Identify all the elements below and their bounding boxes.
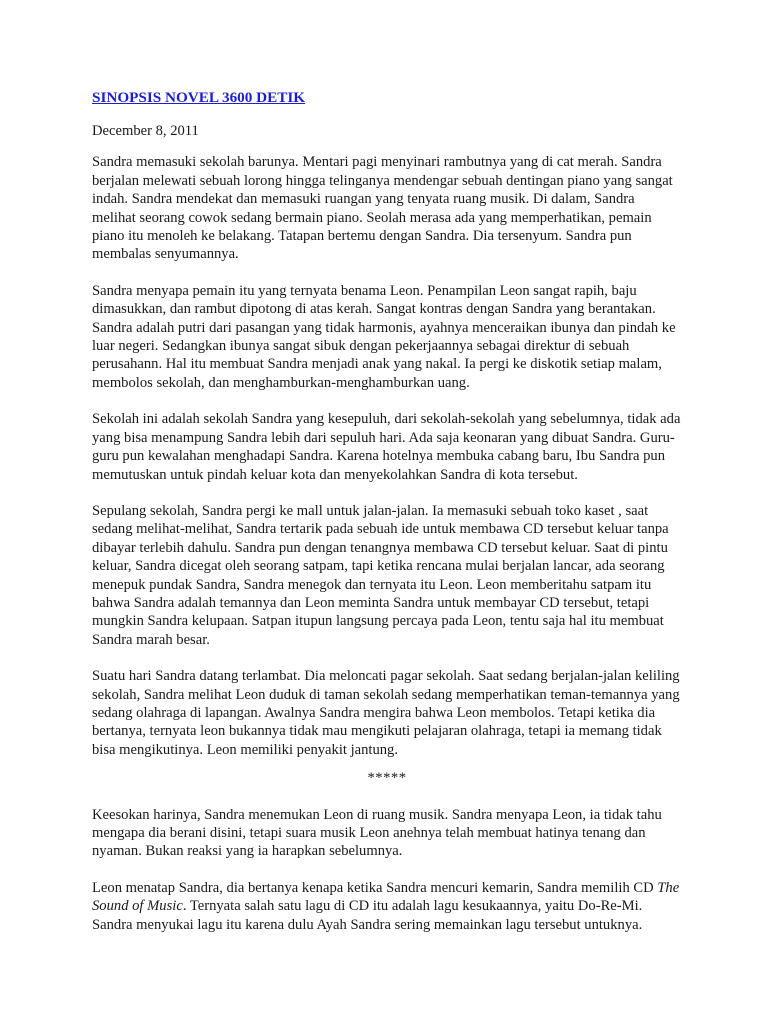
paragraph: Keesokan harinya, Sandra menemukan Leon di ruang musik. Sandra menyapa Leon, ia tidak tahu mengapa dia berani disini, tetapi suara musik Leon anehnya telah membuat hatinya tenang dan nyaman. Bukan reaksi yang ia harapkan sebelumnya. xyxy=(92,806,662,860)
page-title[interactable]: SINOPSIS NOVEL 3600 DETIK xyxy=(92,89,306,106)
paragraph-text: . Ternyata salah satu lagu di CD itu adalah lagu kesukaannya, yaitu Do-Re-Mi. Sandra menyukai lagu itu karena dulu Ayah Sandra sering memainkan lagu tersebut untuknya. xyxy=(92,898,643,933)
section-separator: ***** xyxy=(367,770,407,787)
paragraph: Sekolah ini adalah sekolah Sandra yang kesepuluh, dari sekolah-sekolah yang sebelumnya, tidak ada yang bisa menampung Sandra lebih dari sepuluh hari. Ada saja keonaran yang dibuat Sandra. Guru-guru pun kewalahan menghadapi Sandra. Karena hotelnya membuka cabang baru, Ibu Sandra pun memutuskan untuk pindah keluar kota dan menyekolahkan Sandra di kota tersebut. xyxy=(92,411,681,483)
title-block xyxy=(92,84,682,108)
paragraph: Sandra menyapa pemain itu yang ternyata benama Leon. Penampilan Leon sangat rapih, baju dimasukkan, dan rambut dipotong di atas kerah. Sangat kontras dengan Sandra yang berantakan. Sandra adalah putri dari pasangan yang tidak harmonis, ayahnya menceraikan ibunya dan pindah ke luar negeri. Sedangkan ibunya sangat sibuk dengan pekerjaannya sebagai direktur di sebuah perusahann. Hal itu membuat Sandra menjadi anak yang nakal. Ia pergi ke diskotik setiap malam, membolos sekolah, dan menghamburkan-menghamburkan uang. xyxy=(92,282,676,391)
paragraph-last xyxy=(92,879,682,934)
document-page xyxy=(92,84,682,934)
paragraph: Sandra memasuki sekolah barunya. Mentari pagi menyinari rambutnya yang di cat merah. Sandra berjalan melewati sebuah lorong hingga telinganya mendengar sebuah dentingan piano yang sangat indah. Sandra mendekat dan memasuki ruangan yang tenyata ruang musik. Di dalam, Sandra melihat seorang cowok sedang bermain piano. Seolah merasa ada yang memperhatikan, pemain piano itu menoleh ke belakang. Tatapan bertemu dengan Sandra. Dia tersenyum. Sandra pun membalas senyumannya. xyxy=(92,154,673,263)
paragraph: Sepulang sekolah, Sandra pergi ke mall untuk jalan-jalan. Ia memasuki sebuah toko kaset , saat sedang melihat-melihat, Sandra tertarik pada sebuah ide untuk membawa CD tersebut keluar tanpa dibayar terlebih dahulu. Sandra pun dengan tenangnya membawa CD tersebut keluar. Saat di pintu keluar, Sandra dicegat oleh seorang satpam, tapi ketika rencana mulai berjalan lancar, ada seorang menepuk pundak Sandra, Sandra menegok dan ternyata itu Leon. Leon memberitahu satpam itu bahwa Sandra adalah temannya dan Leon meminta Sandra untuk membayar CD tersebut, tetapi mungkin Sandra kelupaan. Satpan itupun langsung percaya pada Leon, tentu saja hal itu membuat Sandra marah besar. xyxy=(92,502,669,648)
cd-title: The Sound of Music xyxy=(92,879,680,915)
paragraph-text: Leon menatap Sandra, dia bertanya kenapa ketika Sandra mencuri kemarin, Sandra memilih CD xyxy=(92,879,658,896)
post-date: December 8, 2011 xyxy=(92,123,199,139)
paragraph: Suatu hari Sandra datang terlambat. Dia meloncati pagar sekolah. Saat sedang berjalan-jalan keliling sekolah, Sandra melihat Leon duduk di taman sekolah sedang memperhatikan teman-temannya yang sedang olahraga di lapangan. Awalnya Sandra mengira bahwa Leon membolos. Tetapi ketika dia bertanya, ternyata leon bukannya tidak mau mengikuti pelajaran olahraga, tetapi ia memang tidak bisa mengikutinya. Leon memiliki penyakit jantung. xyxy=(92,668,680,758)
